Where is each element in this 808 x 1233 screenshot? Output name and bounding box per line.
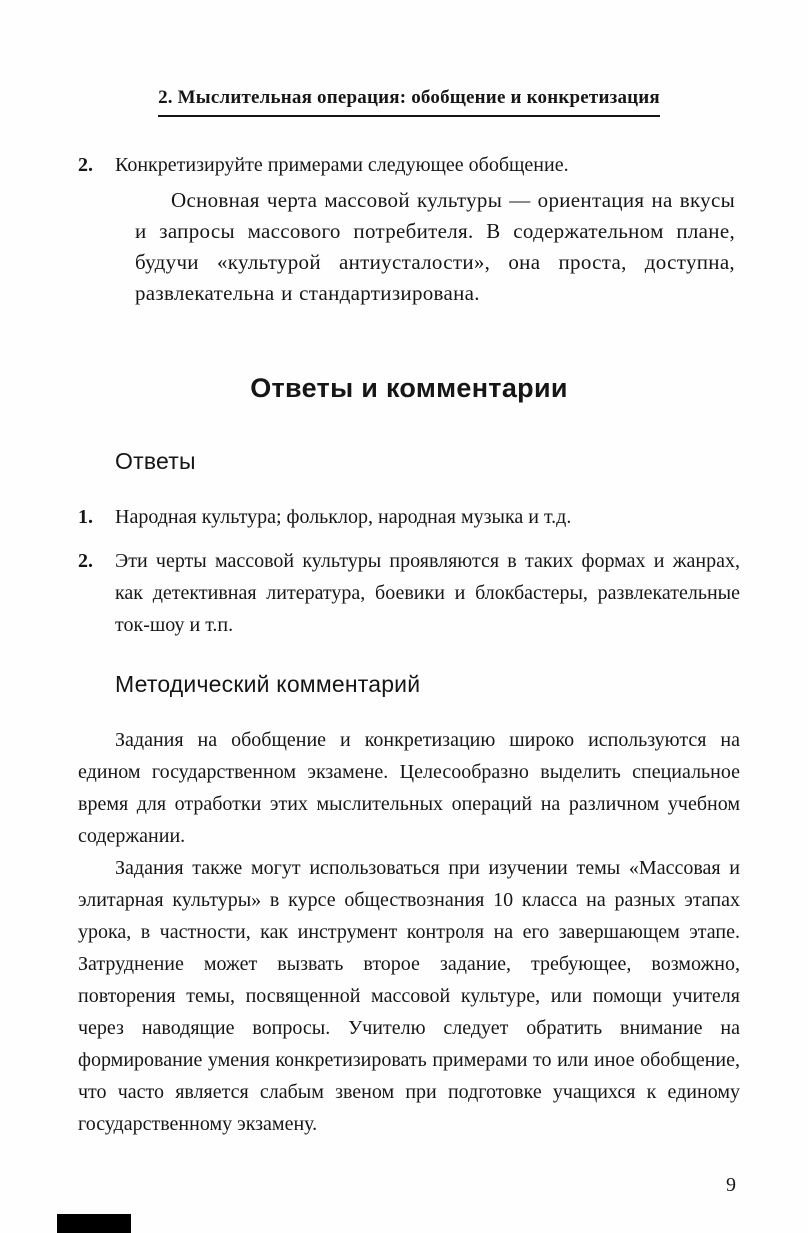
running-head: 2. Мыслительная операция: обобщение и конкретизация [158,86,660,117]
page-number: 9 [726,1174,736,1196]
answer-number: 2. [78,550,93,572]
exercise-number: 2. [78,154,93,176]
exercise-prompt: Конкретизируйте примерами следующее обобщение. [115,154,569,176]
answer-text: Народная культура; фольклор, народная музыка и т.д. [115,506,572,528]
exercise-quote: Основная черта массовой культуры — ориентация на вкусы и запросы массового потребителя. В содержательном плане, будучи «культурой антиусталости», она проста, доступна, развлекательна и стандартизирована. [135,188,735,305]
commentary-paragraph: Задания на обобщение и конкретизацию широко используются на едином государственном экзамене. Целесообразно выделить специальное время для отработки этих мыслительных операций на различном учебном содержании. [78,729,740,847]
commentary-title: Методический комментарий [115,671,421,697]
answer-item [78,545,740,641]
answers-title: Ответы [115,448,196,474]
commentary-paragraph: Задания также могут использоваться при изучении темы «Массовая и элитарная культуры» в курсе обществознания 10 класса на разных этапах урока, в частности, как инструмент контроля на его завершающем этапе. Затруднение может вызвать второе задание, требующее, возможно, повторения темы, посвященной массовой культуре, или помощи учителя через наводящие вопросы. Учителю следует обратить внимание на формирование умения конкретизировать примерами то или иное обобщение, что часто является слабым звеном при подготовке учащихся к единому государственному экзамену. [78,857,740,1135]
running-head-container [78,86,740,117]
answer-item [78,501,740,533]
answer-text: Эти черты массовой культуры проявляются в таких формах и жанрах, как детективная литература, боевики и блокбастеры, развлекательные ток-шоу и т.п. [115,550,740,636]
exercise-item [78,151,740,179]
answer-number: 1. [78,506,93,528]
scan-artifact [57,1214,131,1233]
section-heading: Ответы и комментарии [250,373,568,403]
